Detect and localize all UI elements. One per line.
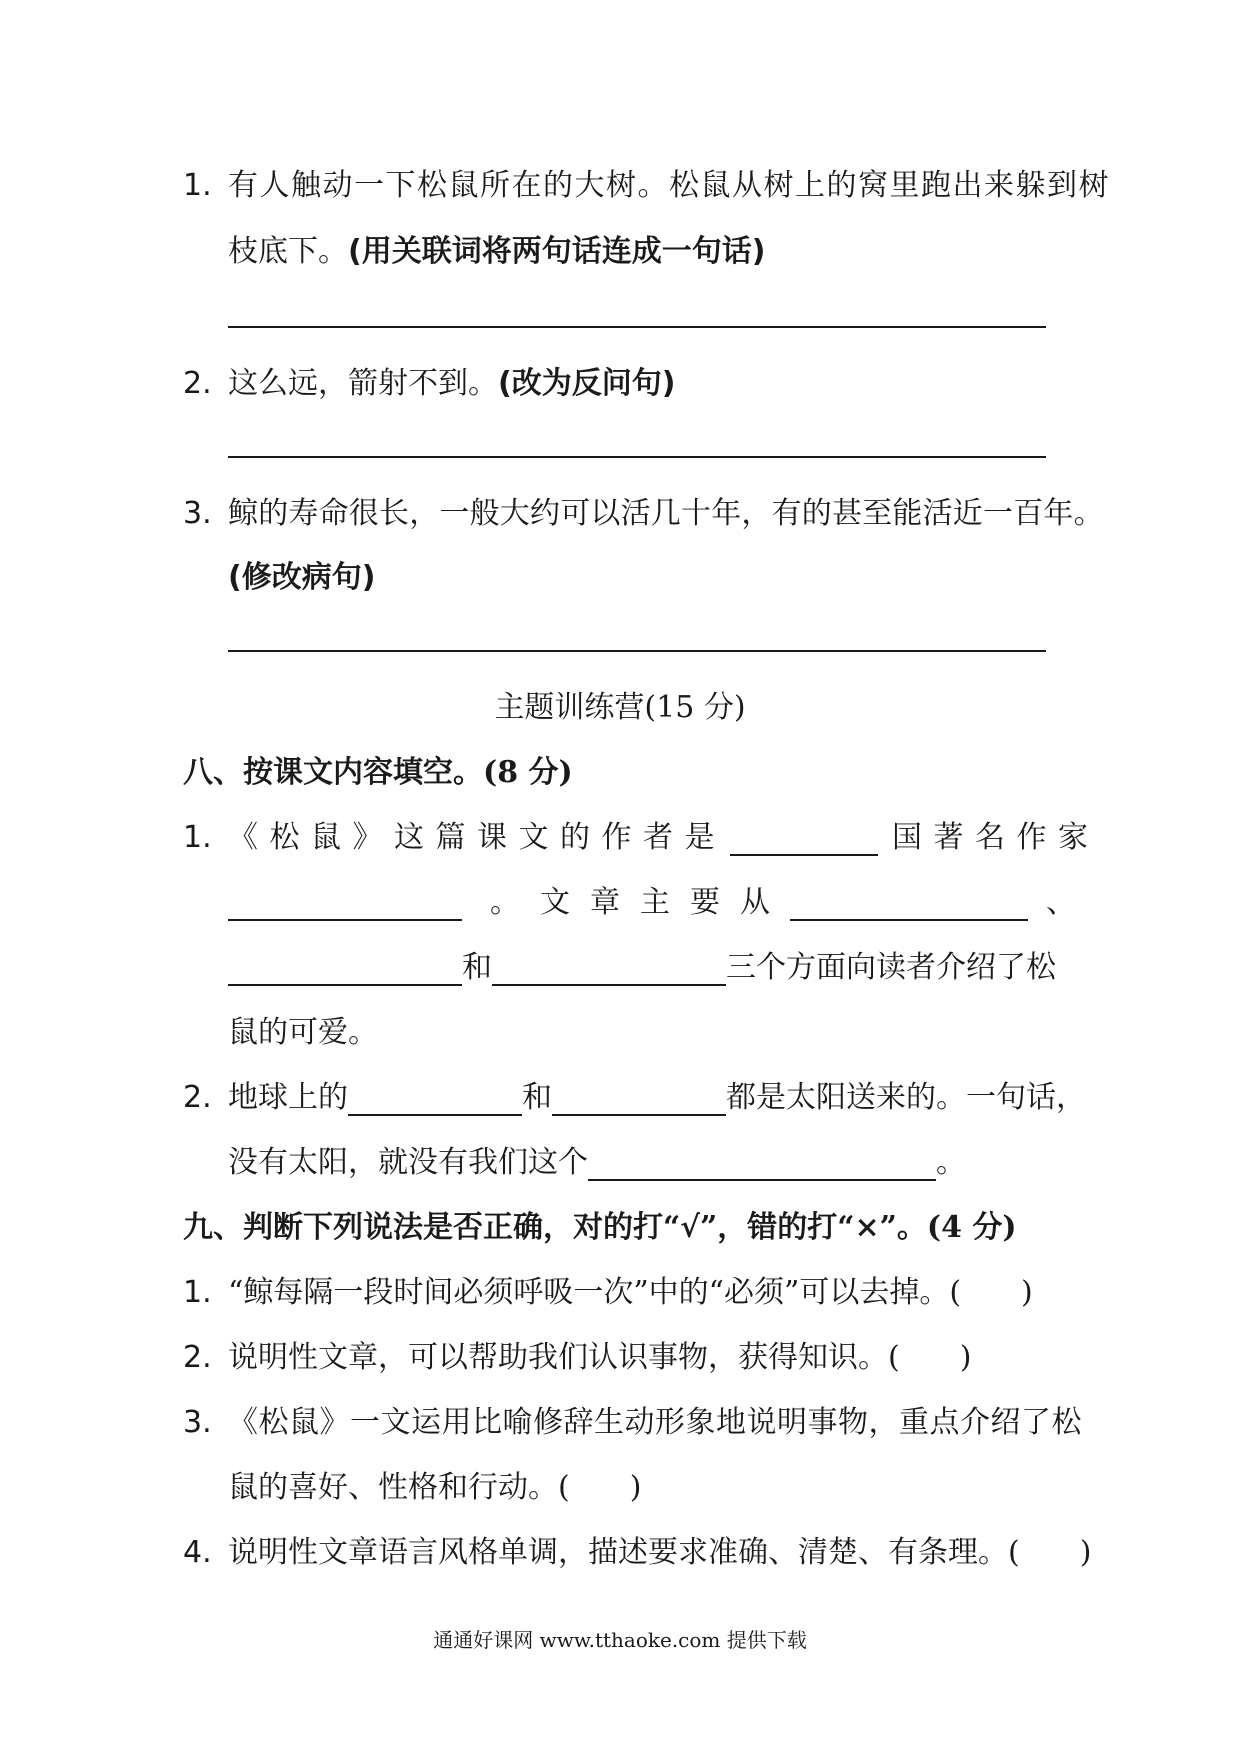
q8-item2-text-b: 和 bbox=[522, 1080, 552, 1115]
q8-item1-line2 bbox=[228, 885, 1076, 921]
q9-item2-number: 2. bbox=[183, 1340, 212, 1375]
q7-item1-line1: 有人触动一下松鼠所在的大树。松鼠从树上的窝里跑出来躲到树 bbox=[228, 168, 1110, 203]
q8-item1-text-f: 三个方面向读者介绍了松 bbox=[726, 950, 1056, 985]
q9-item2-text: 说明性文章，可以帮助我们认识事物，获得知识。( ) bbox=[228, 1340, 972, 1375]
q8-item2-line1 bbox=[228, 1080, 1086, 1116]
q8-item1-text-c: 。文章主要从 bbox=[490, 885, 790, 920]
q8-item1-line4: 鼠的可爱。 bbox=[228, 1015, 378, 1050]
blank-world[interactable] bbox=[588, 1147, 936, 1181]
q8-item2-text-c: 都是太阳送来的。一句话， bbox=[726, 1080, 1086, 1115]
q8-item2-text-e: 。 bbox=[936, 1145, 966, 1180]
blank-author-country[interactable] bbox=[730, 822, 878, 856]
q7-item3-line1: 鲸的寿命很长，一般大约可以活几十年，有的甚至能活近一百年。 bbox=[228, 496, 1104, 531]
footer-source: 通通好课网 www.tthaoke.com 提供下载 bbox=[433, 1628, 807, 1652]
q8-item1-number: 1. bbox=[183, 820, 212, 855]
blank-author-name[interactable] bbox=[228, 887, 462, 921]
section-title: 主题训练营(15 分) bbox=[494, 690, 746, 725]
q7-item1-text-end: 枝底下。 bbox=[228, 234, 348, 269]
answer-line-3[interactable] bbox=[228, 650, 1046, 652]
q7-item2-number: 2. bbox=[183, 366, 212, 401]
blank-earth-2[interactable] bbox=[552, 1082, 726, 1116]
blank-earth-1[interactable] bbox=[348, 1082, 522, 1116]
q8-item2-line2 bbox=[228, 1145, 966, 1181]
q8-item1-line1 bbox=[228, 820, 1100, 856]
q7-item1-instruction: (用关联词将两句话连成一句话) bbox=[348, 234, 766, 269]
q9-item4-number: 4. bbox=[183, 1535, 212, 1570]
answer-line-1[interactable] bbox=[228, 326, 1046, 328]
q9-item4-text: 说明性文章语言风格单调，描述要求准确、清楚、有条理。( ) bbox=[228, 1535, 1092, 1570]
q7-item2-line bbox=[228, 366, 675, 402]
q7-item1-line2 bbox=[228, 234, 765, 270]
q7-item1-number: 1. bbox=[183, 168, 212, 203]
q8-item1-text-e: 和 bbox=[462, 950, 492, 985]
q8-item1-text-d: 、 bbox=[1046, 885, 1076, 920]
q7-item3-instruction: (修改病句) bbox=[228, 560, 376, 595]
q8-item1-line3 bbox=[228, 950, 1056, 986]
blank-aspect-3[interactable] bbox=[492, 952, 726, 986]
answer-line-2[interactable] bbox=[228, 456, 1046, 458]
q7-item3-number: 3. bbox=[183, 496, 212, 531]
q9-item3-line1: 《松鼠》一文运用比喻修辞生动形象地说明事物，重点介绍了松 bbox=[228, 1405, 1082, 1440]
q8-item2-number: 2. bbox=[183, 1080, 212, 1115]
q7-item2-text: 这么远，箭射不到。 bbox=[228, 366, 498, 401]
q8-heading: 八、按课文内容填空。(8 分) bbox=[183, 755, 573, 790]
q8-item1-text-b: 国著名作家 bbox=[892, 820, 1100, 855]
q9-item3-line2: 鼠的喜好、性格和行动。( ) bbox=[228, 1470, 642, 1505]
q9-item3-number: 3. bbox=[183, 1405, 212, 1440]
q8-item1-text-a: 《松鼠》这篇课文的作者是 bbox=[228, 820, 726, 855]
blank-aspect-2[interactable] bbox=[228, 952, 462, 986]
q9-heading: 九、判断下列说法是否正确，对的打“√”，错的打“×”。(4 分) bbox=[183, 1210, 1017, 1245]
q8-item2-text-d: 没有太阳，就没有我们这个 bbox=[228, 1145, 588, 1180]
q9-item1-text: “鲸每隔一段时间必须呼吸一次”中的“必须”可以去掉。( ) bbox=[228, 1275, 1033, 1310]
q9-item1-number: 1. bbox=[183, 1275, 212, 1310]
q7-item2-instruction: (改为反问句) bbox=[498, 366, 676, 401]
q8-item2-text-a: 地球上的 bbox=[228, 1080, 348, 1115]
blank-aspect-1[interactable] bbox=[790, 887, 1028, 921]
